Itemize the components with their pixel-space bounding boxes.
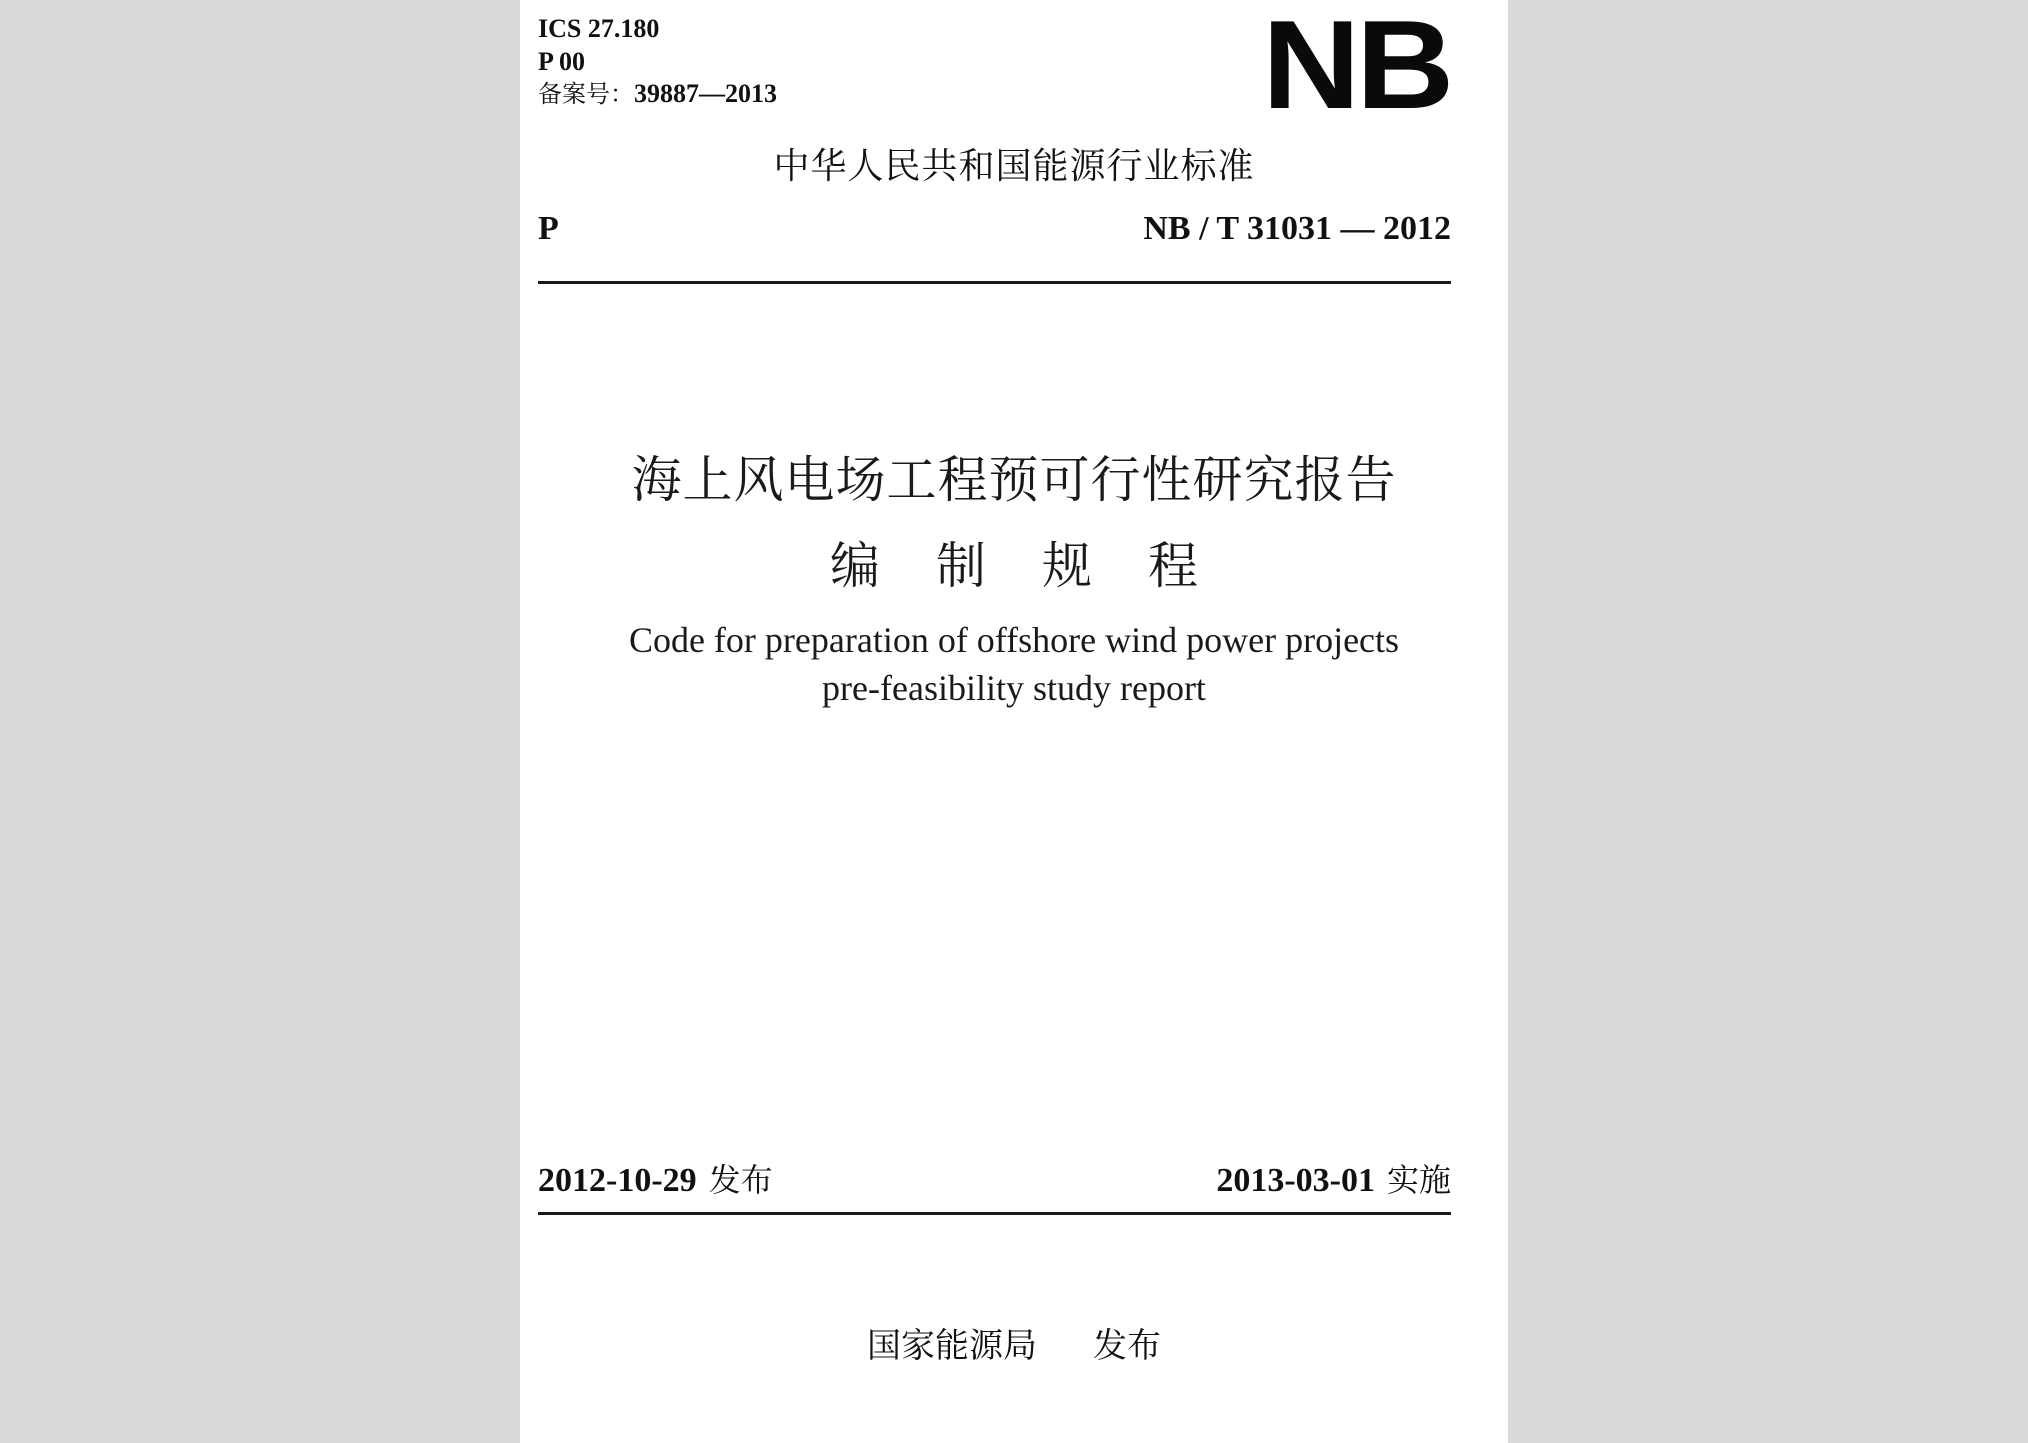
title-cn-line1: 海上风电场工程预可行性研究报告 xyxy=(631,451,1397,509)
record-number xyxy=(538,81,777,107)
record-number-value: 39887—2013 xyxy=(634,79,777,108)
issue-label: 发布 xyxy=(708,1161,773,1199)
implement-label: 实施 xyxy=(1386,1161,1451,1199)
publisher-action: 发布 xyxy=(1093,1326,1161,1366)
industry-standard-title: 中华人民共和国能源行业标准 xyxy=(773,146,1255,187)
ics-code: ICS 27.180 xyxy=(538,14,660,43)
publisher-line xyxy=(520,1318,1508,1367)
ccs-code: P 00 xyxy=(538,47,585,76)
document-page xyxy=(520,0,1508,1443)
classification-code: P xyxy=(538,210,559,247)
title-en-line1: Code for preparation of offshore wind power projects xyxy=(628,620,1400,660)
top-divider xyxy=(538,281,1451,284)
bottom-divider xyxy=(538,1212,1451,1215)
record-label: 备案号： xyxy=(538,80,634,108)
issue-date-block xyxy=(538,1155,773,1201)
nb-logo: NB xyxy=(1262,0,1450,135)
title-en xyxy=(520,616,1508,712)
implement-date-block xyxy=(1216,1155,1451,1201)
implement-date: 2013-03-01 xyxy=(1216,1162,1375,1199)
publisher-name: 国家能源局 xyxy=(867,1326,1037,1366)
title-en-line2: pre-feasibility study report xyxy=(822,668,1206,708)
issue-date: 2012-10-29 xyxy=(538,1162,697,1199)
title-cn-line2: 编制规程 xyxy=(830,537,1254,595)
standard-number: NB / T 31031 — 2012 xyxy=(1143,210,1451,247)
